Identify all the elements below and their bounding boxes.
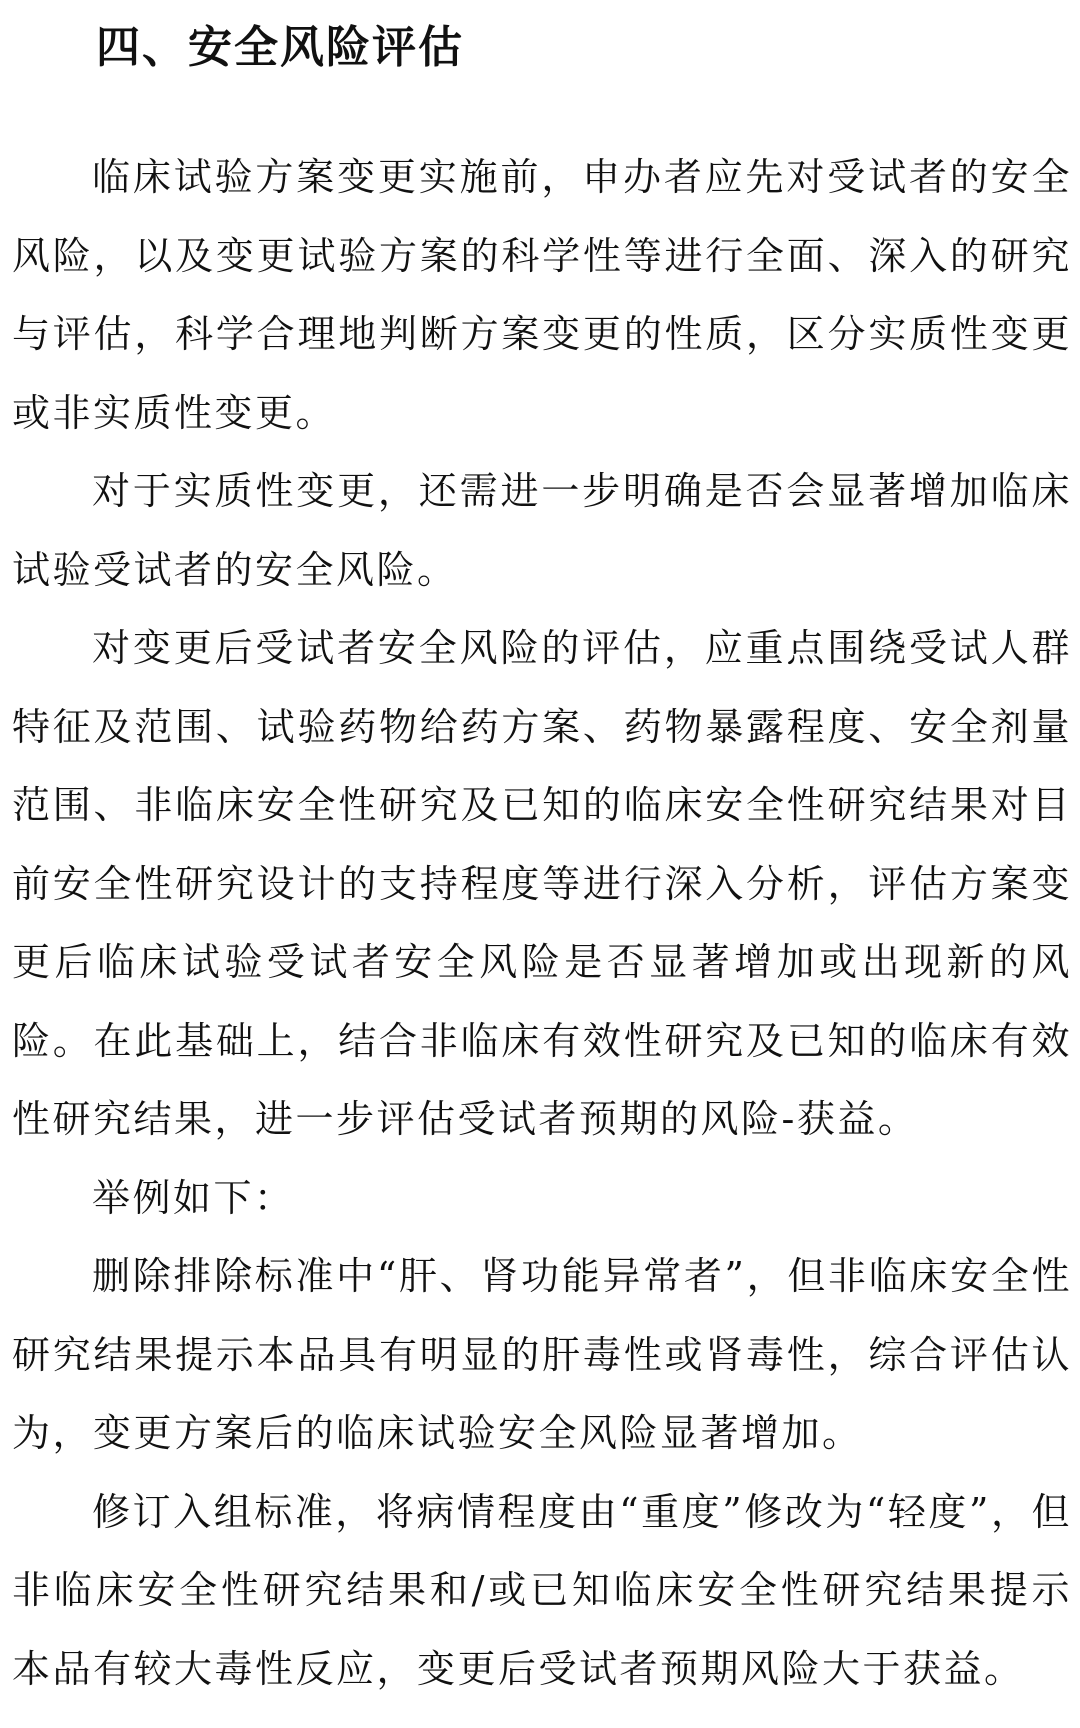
- body-text: [12, 138, 1072, 1708]
- paragraph-example-exclusion: 删除排除标准中“肝、肾功能异常者”，但非临床安全性研究结果提示本品具有明显的肝毒性或肾毒性，综合评估认为，变更方案后的临床试验安全风险显著增加。: [12, 1254, 1072, 1455]
- paragraph-example-inclusion: 修订入组标准，将病情程度由“重度”修改为“轻度”，但非临床安全性研究结果和/或已知临床安全性研究结果提示本品有较大毒性反应，变更后受试者预期风险大于获益。: [12, 1489, 1072, 1691]
- paragraph-intro: 临床试验方案变更实施前，申办者应先对受试者的安全风险，以及变更试验方案的科学性等进行全面、深入的研究与评估，科学合理地判断方案变更的性质，区分实质性变更或非实质性变更。: [12, 155, 1072, 435]
- paragraph-substantive-change: 对于实质性变更，还需进一步明确是否会显著增加临床试验受试者的安全风险。: [12, 469, 1072, 592]
- section-heading: 四、安全风险评估: [96, 22, 464, 73]
- paragraph-risk-assessment: 对变更后受试者安全风险的评估，应重点围绕受试人群特征及范围、试验药物给药方案、药物暴露程度、安全剂量范围、非临床安全性研究及已知的临床安全性研究结果对目前安全性研究设计的支持程度等进行深入分析，评估方案变更后临床试验受试者安全风险是否显著增加或出现新的风险。在此基础上，结合非临床有效性研究及已知的临床有效性研究结果，进一步评估受试者预期的风险-获益。: [12, 626, 1072, 1141]
- paragraph-examples-intro: 举例如下：: [92, 1175, 295, 1220]
